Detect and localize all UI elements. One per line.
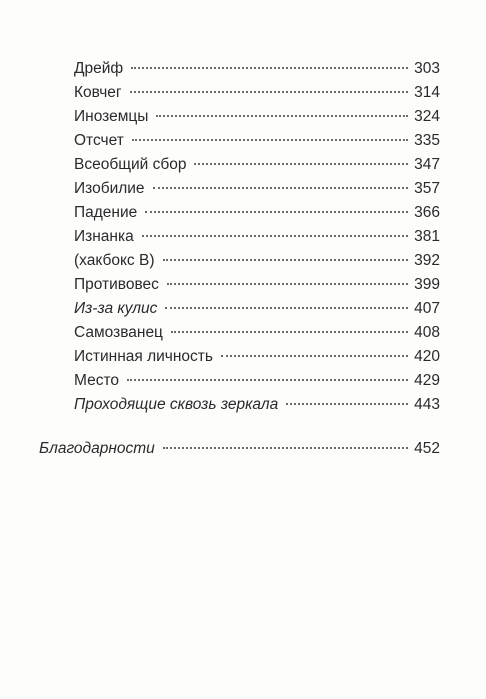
toc-entry-title: Проходящие сквозь зеркала (74, 396, 279, 413)
dot-leader (163, 259, 409, 261)
dot-leader (153, 187, 409, 189)
toc-entry-title: Благодарности (39, 440, 155, 457)
toc-entry (74, 129, 440, 153)
toc-entry-title: Изобилие (74, 180, 145, 197)
toc-entry (74, 153, 440, 177)
toc-entry-page: 407 (414, 300, 440, 317)
toc-entry (74, 225, 440, 249)
toc-entry-page: 392 (414, 252, 440, 269)
dot-leader (167, 283, 408, 285)
toc-entry-page: 420 (414, 348, 440, 365)
toc-entry-title: Иноземцы (74, 108, 149, 125)
toc-entry-title: Отсчет (74, 132, 124, 149)
toc-entry (74, 57, 440, 81)
toc-entry-page: 408 (414, 324, 440, 341)
dot-leader (131, 67, 408, 69)
toc-entry-title: Из-за кулис (74, 300, 158, 317)
toc-entry-title: (хакбокс B) (74, 252, 155, 269)
toc-entry-acknowledgements (39, 437, 440, 461)
dot-leader (286, 403, 408, 405)
toc-entry (74, 321, 440, 345)
toc-entry-page: 357 (414, 180, 440, 197)
toc-entry-page: 381 (414, 228, 440, 245)
dot-leader (130, 91, 409, 93)
dot-leader (221, 355, 408, 357)
toc-entry (74, 105, 440, 129)
dot-leader (142, 235, 408, 237)
toc-entry-page: 335 (414, 132, 440, 149)
toc-entry (74, 345, 440, 369)
toc-entry-page: 366 (414, 204, 440, 221)
toc-entry (74, 273, 440, 297)
toc-entry (74, 177, 440, 201)
dot-leader (165, 307, 408, 309)
toc-entry (74, 201, 440, 225)
toc-entry (74, 393, 440, 417)
toc-entry (74, 249, 440, 273)
dot-leader (156, 115, 408, 117)
toc-entry-page: 324 (414, 108, 440, 125)
toc-entry-title: Истинная личность (74, 348, 213, 365)
toc-entry (74, 297, 440, 321)
dot-leader (132, 139, 408, 141)
dot-leader (171, 331, 408, 333)
toc-entry-page: 347 (414, 156, 440, 173)
toc-entry (74, 369, 440, 393)
toc-entry-title: Самозванец (74, 324, 163, 341)
toc-entry-page: 443 (414, 396, 440, 413)
toc-entry-page: 429 (414, 372, 440, 389)
dot-leader (163, 447, 408, 449)
toc-entry-title: Противовес (74, 276, 159, 293)
toc-entry-title: Дрейф (74, 60, 124, 77)
toc-entry (74, 81, 440, 105)
toc-entry-page: 399 (414, 276, 440, 293)
toc-entry-page: 452 (414, 440, 440, 457)
toc-entry-title: Всеобщий сбор (74, 156, 187, 173)
toc-entry-page: 314 (414, 84, 440, 101)
toc-entry-title: Ковчег (74, 84, 122, 101)
dot-leader (127, 379, 408, 381)
toc-entry-title: Падение (74, 204, 138, 221)
toc-entry-title: Место (74, 372, 120, 389)
dot-leader (194, 163, 408, 165)
dot-leader (145, 211, 408, 213)
toc-entry-page: 303 (414, 60, 440, 77)
toc-entry-title: Изнанка (74, 228, 134, 245)
